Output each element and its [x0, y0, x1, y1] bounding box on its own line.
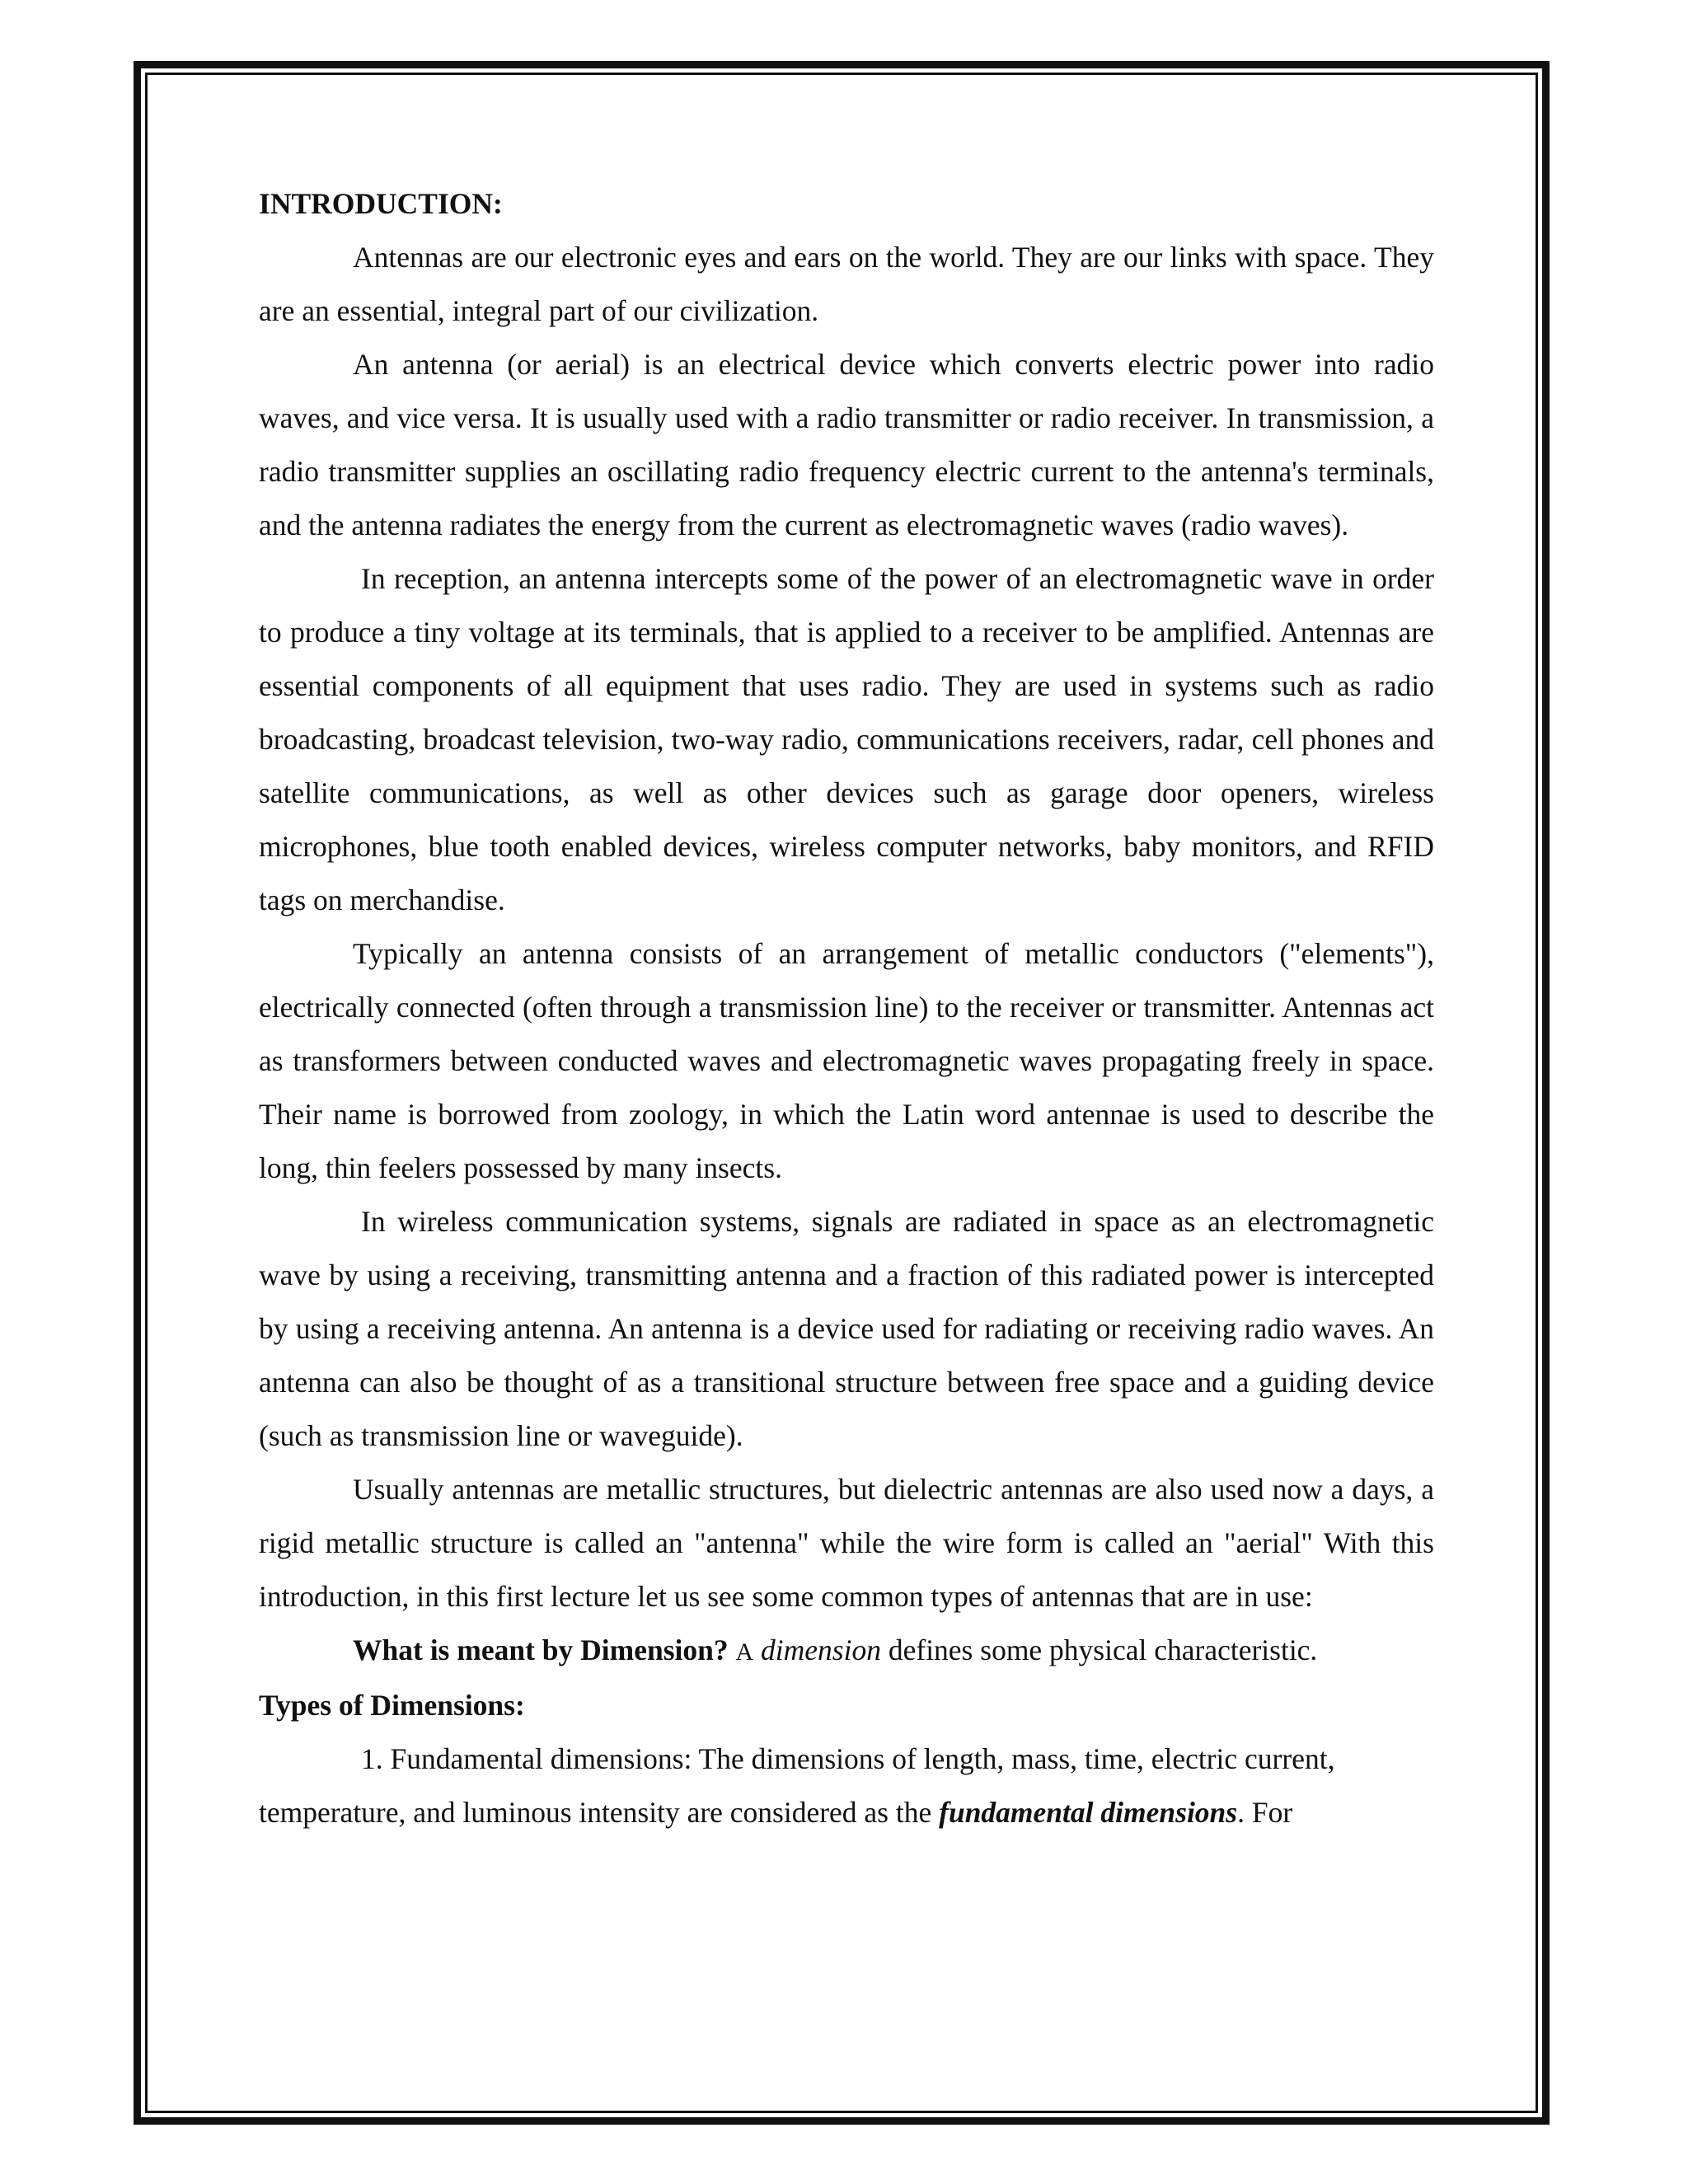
dimension-term: dimension: [761, 1633, 881, 1666]
dimension-question-line: [259, 1624, 1434, 1679]
fundamental-tail: . For: [1237, 1796, 1293, 1829]
paragraph-typical-antenna: Typically an antenna consists of an arrangement of metallic conductors ("elements"), electrically connected (often through a transmission line) to the receiver or transmitter. Antennas act as transformers between conducted waves and electromagnetic waves propagating freely in space. Their name is borrowed from zoology, in which the Latin word antennae is used to describe the long, thin feelers possessed by many insects.: [259, 937, 1434, 1184]
paragraph-metallic-structures: Usually antennas are metallic structures, but dielectric antennas are also used now a days, a rigid metallic structure is called an "antenna" while the wire form is called an "aerial" With this introduction, in this first lecture let us see some common types of antennas that are in use:: [259, 1473, 1434, 1613]
paragraph-intro: Antennas are our electronic eyes and ears on the world. They are our links with space. They are an essential, integral part of our civilization.: [259, 241, 1434, 327]
fundamental-intro: 1. Fundamental dimensions: The dimensions of length, mass, time, electric current, temperature, and luminous intensity are considered as the: [259, 1742, 1335, 1829]
paragraph-reception: In reception, an antenna intercepts some of the power of an electromagnetic wave in order to produce a tiny voltage at its terminals, that is applied to a receiver to be amplified. Antennas are essential components of all equipment that uses radio. They are used in systems such as radio broadcasting, broadcast television, two-way radio, communications receivers, radar, cell phones and satellite communications, as well as other devices such as garage door openers, wireless microphones, blue tooth enabled devices, wireless computer networks, baby monitors, and RFID tags on merchandise.: [259, 562, 1434, 916]
types-of-dimensions-heading: Types of Dimensions:: [259, 1689, 525, 1722]
document-body: [259, 177, 1434, 1840]
paragraph-antenna-definition: An antenna (or aerial) is an electrical device which converts electric power into radio waves, and vice versa. It is usually used with a radio transmitter or radio receiver. In transmission, a radio transmitter supplies an oscillating radio frequency electric current to the antenna's terminals, and the antenna radiates the energy from the current as electromagnetic waves (radio waves).: [259, 348, 1434, 541]
paragraph-wireless-systems: In wireless communication systems, signals are radiated in space as an electromagnetic wave by using a receiving, transmitting antenna and a fraction of this radiated power is intercepted by using a receiving antenna. An antenna is a device used for radiating or receiving radio waves. An antenna can also be thought of as a transitional structure between free space and a guiding device (such as transmission line or waveguide).: [259, 1205, 1434, 1452]
fundamental-dimensions-paragraph: [259, 1732, 1434, 1840]
fundamental-term: fundamental dimensions: [939, 1796, 1238, 1829]
dimension-question: What is meant by Dimension?: [353, 1633, 729, 1666]
dimension-article: A: [735, 1638, 754, 1666]
dimension-definition: defines some physical characteristic.: [888, 1633, 1318, 1666]
introduction-heading: INTRODUCTION:: [259, 187, 503, 220]
